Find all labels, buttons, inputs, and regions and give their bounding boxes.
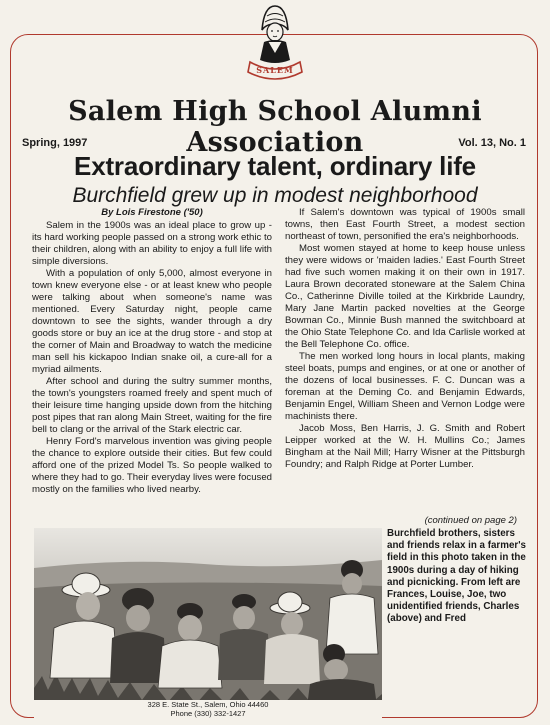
article-paragraph: Jacob Moss, Ben Harris, J. G. Smith and Robert Leipper worked at the W. H. Mullins Co.; James Bingham at the Nail Mill; Harry Wisner at the Pittsburgh Foundry; and Ralph Ridge at Porter Lumber.: [285, 423, 525, 470]
article-column-left: [32, 207, 272, 496]
footer-address-block: [34, 700, 382, 718]
issue-season: Spring, 1997: [22, 137, 88, 149]
continued-note: (continued on page 2): [424, 515, 517, 526]
logo-banner-text: SALEM: [256, 65, 294, 75]
article-paragraph: With a population of only 5,000, almost everyone in town knew everyone else - or at least knew who people were talking about when someone's name was mentioned. Every Saturday night, people came downtown to see the sights, wander through a dry goods store or buy an ice at the drug store - and stop at the corner of Main and Broadway to watch the medicine man sell his kickapoo Indian snake oil, a cure-all for a myriad ailments.: [32, 268, 272, 375]
article-byline: By Lois Firestone ('50): [101, 207, 203, 218]
article-paragraph: Henry Ford's marvelous invention was giving people the chance to explore outside their cities. But few could afford one of the prized Model Ts. So people walked to where they had to go. Their everyday lives were focused mostly on the families who lived nearby.: [32, 436, 272, 495]
salem-quaker-logo: [244, 2, 306, 84]
footer-phone: Phone (330) 332-1427: [170, 709, 246, 718]
article-paragraph: Salem in the 1900s was an ideal place to grow up - its hard working people passed on a strong work ethic to their children, along with an ability to enjoy a full life with simple diversions.: [32, 220, 272, 267]
group-photo: [34, 528, 382, 718]
masthead-title: Salem High School Alumni Association: [68, 96, 482, 158]
article-subhead: Burchfield grew up in modest neighborhood: [72, 184, 478, 207]
article-paragraph: The men worked long hours in local plants, making steel boats, pumps and engines, or at one or another of the dozens of local businesses. F. C. Duncan was a foreman at the Deming Co. and Benjamin Edwards, Benjamin Engel, William Sheen and Vernon Lodge were machinists there.: [285, 351, 525, 422]
article-paragraph: Most women stayed at home to keep house unless they were widows or 'maiden ladies.' East Fourth Street had five such women making it on their own in 1917. Laura Brown decorated stoneware at the Salem China Co., Catherinne Diville toiled at the Kirkbride Laundry, Mary Jane Martin packed novelties at the George Bowman Co., Minnie Bush manned the switchboard at the Ohio State Telephone Co. and Ida Carlisle worked at the Bell Telephone Co. office.: [285, 243, 525, 350]
article-headline: Extraordinary talent, ordinary life: [74, 151, 476, 181]
article-paragraph: After school and during the sultry summer months, the town's youngsters roamed freely and spent much of their leisure time hanging upside down from the hitching post pipes that ran along Main Street, waiting for the fire bell to clang or the arrival of the Stark electric car.: [32, 376, 272, 435]
footer-address: 328 E. State St., Salem, Ohio 44460: [147, 700, 269, 709]
article-column-right: [285, 207, 525, 471]
photo-caption: Burchfield brothers, sisters and friends relax in a farmer's field in this photo taken in the 1900s during a day of hiking and picnicking. From left are Frances, Louise, Joe, two unidentified friends, Charles (above) and Fred: [387, 528, 526, 625]
article-paragraph: If Salem's downtown was typical of 1900s small towns, then East Fourth Street, a modest section northeast of town, personified the era's neighborhoods.: [285, 207, 525, 242]
issue-volume: Vol. 13, No. 1: [458, 137, 526, 149]
